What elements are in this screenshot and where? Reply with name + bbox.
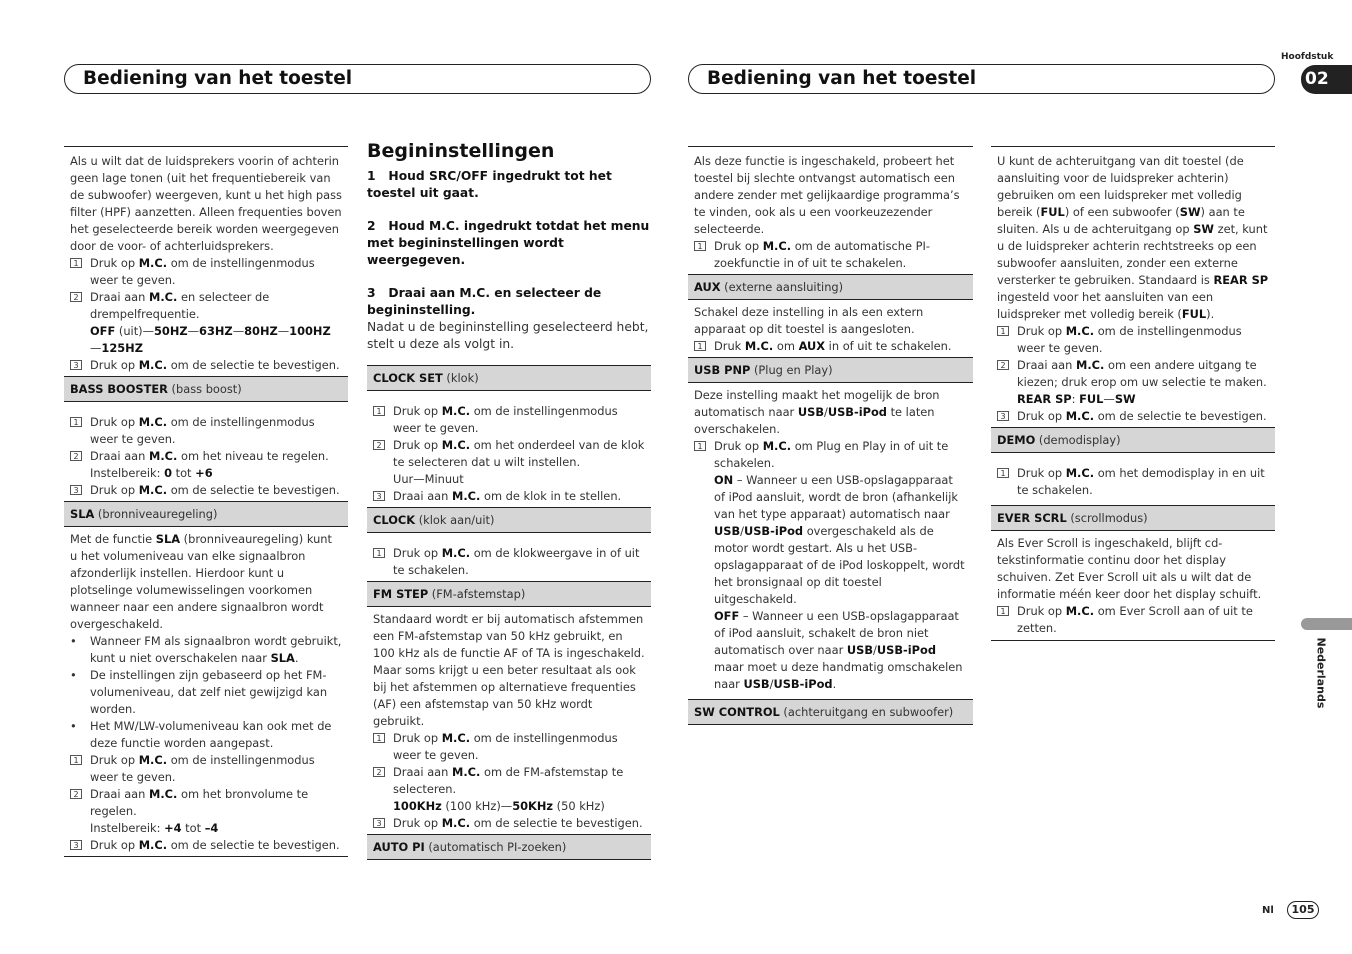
step: 2 Draai aan M.C. om het bronvolume te regelen. Instelbereik: +4 tot –4 [64, 786, 348, 837]
header-left-title: Bediening van het toestel [83, 68, 353, 89]
step: 3 Draai aan M.C. om de klok in te stellen. [367, 488, 651, 505]
ever-intro: Als Ever Scroll is ingeschakeld, blijft cd-tekstinformatie continu door het display schuiven. Zet Ever Scroll uit als u wilt dat de informatie méén keer door het display schuift. [997, 536, 1262, 601]
step: 1 Druk op M.C. om de instellingenmodus weer te geven. [991, 323, 1275, 357]
auto-pi-intro: Als deze functie is ingeschakeld, probeert het toestel bij slechte ontvangst automatisch een andere zender met gelijkaardige programma’s te vinden, ook als u een voorkeuzezender selecteerde. [694, 154, 960, 236]
step: 1 Druk op M.C. om Ever Scroll aan of uit te zetten. [991, 603, 1275, 637]
intro-step-1: 1 Houd SRC/OFF ingedrukt tot het toestel uit gaat. [367, 169, 612, 200]
step: 3 Druk op M.C. om de selectie te bevestigen. [64, 482, 348, 499]
step: 1 Druk M.C. om AUX in of uit te schakelen. [688, 338, 973, 355]
hpf-intro: Als u wilt dat de luidsprekers voorin of achterin geen lage tonen (uit het frequentiebereik van de subwoofer) weergeven, kunt u het high pass filter (HPF) aanzetten. Alleen frequenties boven het geselecteerde bereik worden weergegeven door de voor- of achterluidsprekers. [70, 154, 342, 253]
step: 1 Druk op M.C. om de instellingenmodus weer te geven. [64, 414, 348, 448]
sla-intro: Met de functie SLA (bronniveauregeling) kunt u het volumeniveau van elke signaalbron afzonderlijk instellen. Hierdoor kunt u plotselinge volumewisselingen voorkomen wanneer naar een andere signaalbron wordt overgeschakeld. [70, 532, 332, 631]
language-tab-bar [1301, 618, 1352, 630]
step: 3 Druk op M.C. om de selectie te bevestigen. [64, 357, 348, 374]
step: 1 Druk op M.C. om het demodisplay in en uit te schakelen. [991, 465, 1275, 499]
language-tab-label: Nederlands [1314, 637, 1328, 709]
header-right-title: Bediening van het toestel [707, 68, 977, 89]
step: 2 Druk op M.C. om het onderdeel van de klok te selecteren dat u wilt instellen. Uur—Minuut [367, 437, 651, 488]
step: 1 Druk op M.C. om de klokweergave in of uit te schakelen. [367, 545, 651, 579]
intro-step-3: 3 Draai aan M.C. en selecteer de begininstelling. [367, 286, 602, 317]
column-4 [991, 146, 1275, 641]
bar-usb-pnp: USB PNP (Plug en Play) [688, 357, 973, 383]
page-number-badge [1287, 901, 1319, 919]
sw-intro: U kunt de achteruitgang van dit toestel (de aansluiting voor de luidspreker achterin) gebruiken om een luidspreker met volledig bereik (FUL) of een subwoofer (SW) aan te sluiten. Als u de achteruitgang op SW zet, kunt u de luidspreker achterin rechtstreeks op een subwoofer aansluiten, zonder een externe versterker te gebruiken. Standaard is REAR SP ingesteld voor het aansluiten van een luidspreker met volledig bereik (FUL). [997, 154, 1269, 321]
bar-aux: AUX (externe aansluiting) [688, 274, 973, 300]
chapter-number: 02 [1305, 69, 1329, 89]
column-2 [367, 140, 651, 860]
aux-intro: Schakel deze instelling in als een extern apparaat op dit toestel is aangesloten. [694, 305, 924, 336]
bullet: • Het MW/LW-volumeniveau kan ook met de deze functie worden aangepast. [70, 719, 332, 750]
section-title: Begininstellingen [367, 140, 555, 162]
step: 1 Druk op M.C. om Plug en Play in of uit te schakelen. ON – Wanneer u een USB-opslagapparaat of iPod aansluit, wordt de bron (afhankelijk van het type apparaat) automatisch naar USB/USB-iPod overgeschakeld als de motor wordt gestart. Als u het USB-opslagapparaat of de iPod loskoppelt, wordt het bronsignaal op dit toestel uitgeschakeld. OFF – Wanneer u een USB-opslagapparaat of iPod aansluit, schakelt de bron niet automatisch over naar USB/USB-iPod maar moet u deze handmatig omschakelen naar USB/USB-iPod. [688, 438, 973, 693]
bullet: • Wanneer FM als signaalbron wordt gebruikt, kunt u niet overschakelen naar SLA. [70, 634, 342, 665]
language-code: Nl [1262, 905, 1274, 916]
step: 1 Druk op M.C. om de instellingenmodus weer te geven. [64, 752, 348, 786]
bar-sla: SLA (bronniveauregeling) [64, 501, 348, 527]
step: 3 Druk op M.C. om de selectie te bevestigen. [991, 408, 1275, 425]
intro-step-2: 2 Houd M.C. ingedrukt totdat het menu met begininstellingen wordt weergegeven. [367, 219, 650, 267]
bullet: • De instellingen zijn gebaseerd op het FM-volumeniveau, dat zelf niet gewijzigd kan worden. [70, 668, 328, 716]
bar-clock-set: CLOCK SET (klok) [367, 365, 651, 391]
page-number: 105 [1291, 903, 1315, 916]
chapter-number-badge [1301, 65, 1352, 94]
step: 2 Draai aan M.C. om een andere uitgang te kiezen; druk erop om uw selectie te maken. REAR SP: FUL—SW [991, 357, 1275, 408]
step: 1 Druk op M.C. om de instellingenmodus weer te geven. [64, 255, 348, 289]
bar-ever-scrl: EVER SCRL (scrollmodus) [991, 505, 1275, 531]
step: 1 Druk op M.C. om de instellingenmodus weer te geven. [367, 730, 651, 764]
column-1 [64, 146, 348, 857]
step: 1 Druk op M.C. om de automatische PI-zoekfunctie in of uit te schakelen. [688, 238, 973, 272]
bar-auto-pi: AUTO PI (automatisch PI-zoeken) [367, 834, 651, 860]
step: 3 Druk op M.C. om de selectie te bevestigen. [64, 837, 348, 854]
fm-step-intro: Standaard wordt er bij automatisch afstemmen een FM-afstemstap van 50 kHz gebruikt, en 100 kHz als de functie AF of TA is ingeschakeld. Maar soms krijgt u een beter resultaat als ook bij het afstemmen op alternatieve frequenties (AF) een afstemstap van 50 kHz wordt gebruikt. [373, 612, 645, 728]
step: 2 Draai aan M.C. om het niveau te regelen. Instelbereik: 0 tot +6 [64, 448, 348, 482]
bar-bass-booster: BASS BOOSTER (bass boost) [64, 376, 348, 402]
header-right-bar [688, 64, 1275, 94]
column-3 [688, 146, 973, 725]
step: 1 Druk op M.C. om de instellingenmodus weer te geven. [367, 403, 651, 437]
step: 2 Draai aan M.C. om de FM-afstemstap te selecteren. 100KHz (100 kHz)—50KHz (50 kHz) [367, 764, 651, 815]
chapter-label: Hoofdstuk [1281, 52, 1334, 62]
bar-clock: CLOCK (klok aan/uit) [367, 507, 651, 533]
intro-note: Nadat u de begininstelling geselecteerd hebt, stelt u deze als volgt in. [367, 320, 649, 351]
bar-sw-control: SW CONTROL (achteruitgang en subwoofer) [688, 699, 973, 725]
header-left-bar [64, 64, 651, 94]
bar-demo: DEMO (demodisplay) [991, 427, 1275, 453]
bar-fm-step: FM STEP (FM-afstemstap) [367, 581, 651, 607]
step: 3 Druk op M.C. om de selectie te bevestigen. [367, 815, 651, 832]
step: 2 Draai aan M.C. en selecteer de drempelfrequentie. OFF (uit)—50HZ—63HZ—80HZ—100HZ—125HZ [64, 289, 348, 357]
usb-intro: Deze instelling maakt het mogelijk de bron automatisch naar USB/USB-iPod te laten overschakelen. [694, 388, 940, 436]
